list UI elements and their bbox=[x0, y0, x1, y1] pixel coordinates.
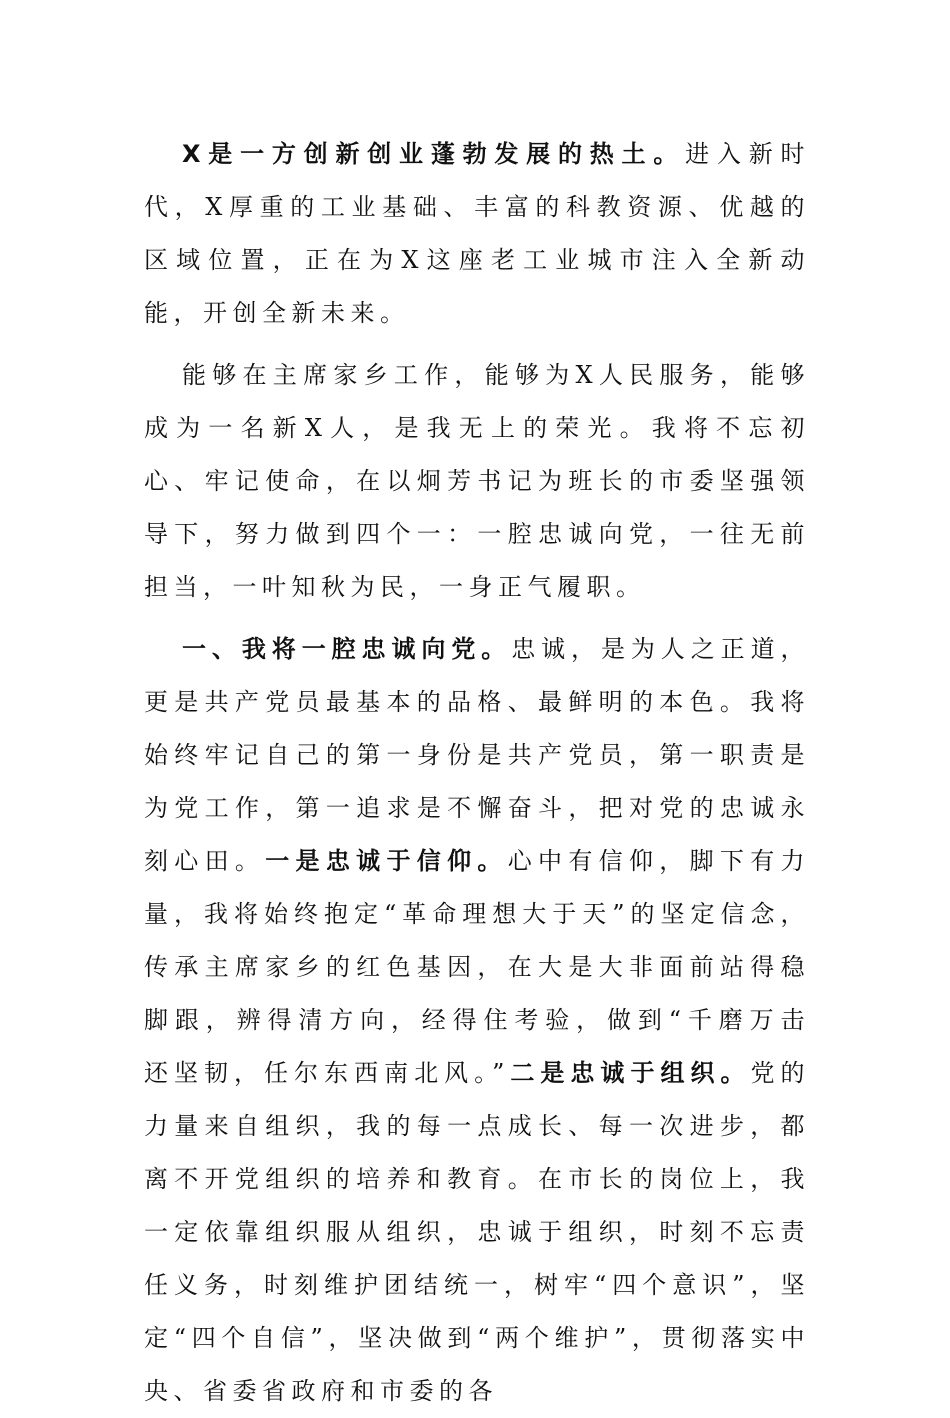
paragraph-3-text-3: 党的力量来自组织，我的每一点成长、每一次进步，都离不开党组织的培养和教育。在市长的岗位上，我一定依靠组织服从组织，忠诚于组织，时刻不忘责任义务，时刻维护团结统一，树牢“四个意识”，坚定“四个自信”，坚决做到“两个维护”，贯彻落实中央、省委省政府和市委的各 bbox=[144, 1059, 810, 1405]
paragraph-3-text-2: 心中有信仰，脚下有力量，我将始终抱定“革命理想大于天”的坚定信念，传承主席家乡的红色基因，在大是大非面前站得稳脚跟，辨得清方向，经得住考验，做到“千磨万击还坚韧，任尔东西南北风。” bbox=[144, 847, 811, 1087]
paragraph-3 bbox=[144, 623, 810, 1418]
paragraph-1-text: 进入新时代，X厚重的工业基础、丰富的科教资源、优越的区域位置，正在为X这座老工业城市注入全新动能，开创全新未来。 bbox=[144, 140, 810, 327]
paragraph-2 bbox=[144, 349, 810, 614]
paragraph-3-text-1: 忠诚，是为人之正道，更是共产党员最基本的品格、最鲜明的本色。我将始终牢记自己的第一身份是共产党员，第一职责是为党工作，第一追求是不懈奋斗，把对党的忠诚永刻心田。 bbox=[144, 635, 811, 875]
section-heading: 一、我将一腔忠诚向党。 bbox=[182, 635, 512, 663]
paragraph-1 bbox=[144, 128, 810, 340]
document-body bbox=[144, 128, 810, 1418]
point-1-heading: 一是忠诚于信仰。 bbox=[265, 847, 508, 875]
paragraph-2-text: 能够在主席家乡工作，能够为X人民服务，能够成为一名新X人，是我无上的荣光。我将不忘初心、牢记使命，在以炯芳书记为班长的市委坚强领导下，努力做到四个一：一腔忠诚向党，一往无前担当，一叶知秋为民，一身正气履职。 bbox=[144, 361, 810, 601]
paragraph-1-lead: X是一方创新创业蓬勃发展的热土。 bbox=[182, 140, 686, 168]
point-2-heading: 二是忠诚于组织。 bbox=[509, 1059, 751, 1087]
